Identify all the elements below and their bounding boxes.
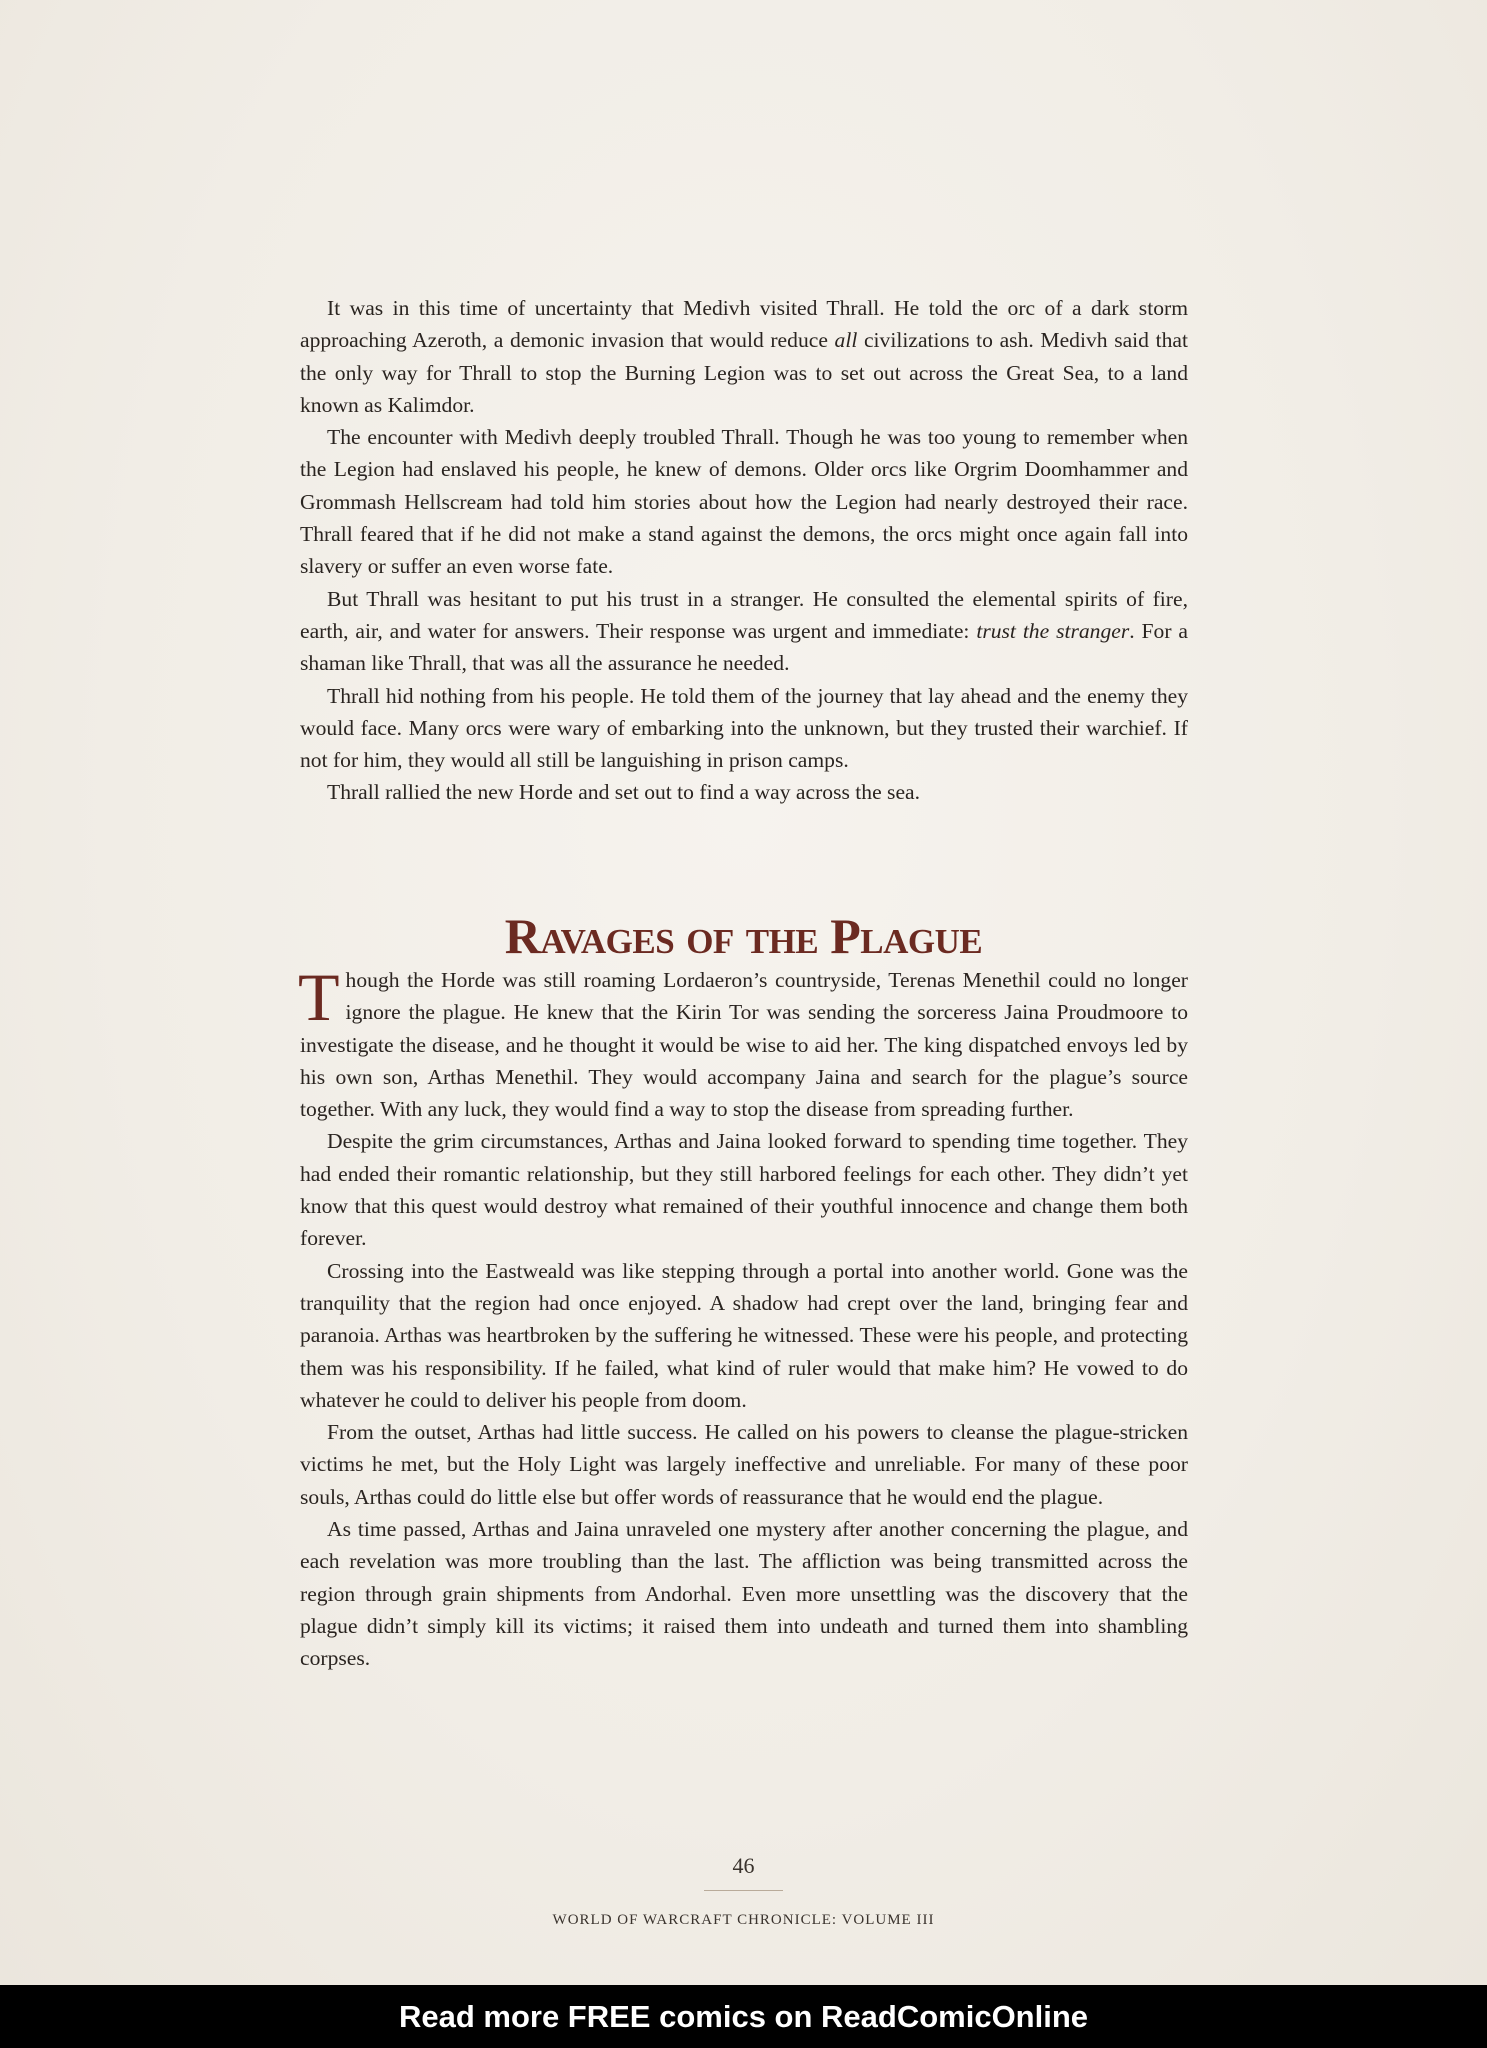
paragraph: The encounter with Medivh deeply troubled Thrall. Though he was too young to remember when the Legion had enslaved his people, he knew of demons. Older orcs like Orgrim Doomhammer and Grommash Hellscream had told him stories about how the Legion had nearly destroyed their race. Thrall feared that if he did not make a stand against the demons, the orcs might once again fall into slavery or suffer an even worse fate. <box>300 425 1188 579</box>
paragraph: Thrall hid nothing from his people. He told them of the journey that lay ahead and the enemy they would face. Many orcs were wary of embarking into the unknown, but they trusted their warchief. If not for him, they would all still be languishing in prison camps. <box>300 683 1188 773</box>
intro-text-block <box>300 292 1188 809</box>
paragraph: It was in this time of uncertainty that Medivh visited Thrall. He told the orc of a dark storm approaching Azeroth, a demonic invasion that would reduce all civilizations to ash. Medivh said that the only way for Thrall to stop the Burning Legion was to set out across the Great Sea, to a land known as Kalimdor. <box>300 296 1188 417</box>
paragraph: But Thrall was hesitant to put his trust in a stranger. He consulted the elemental spirits of fire, earth, air, and water for answers. Their response was urgent and immediate: trust the stranger. For a shaman like Thrall, that was all the assurance he needed. <box>300 586 1189 676</box>
footer-divider <box>704 1890 783 1891</box>
running-footer: WORLD OF WARCRAFT CHRONICLE: VOLUME III <box>552 1912 935 1928</box>
promo-banner-link[interactable]: Read more FREE comics on ReadComicOnline <box>0 1985 1487 2048</box>
paragraph: Thrall rallied the new Horde and set out to find a way across the sea. <box>327 780 921 805</box>
section-text-block <box>298 959 1188 1675</box>
section-title: Ravages of the Plague <box>504 907 983 964</box>
page-number: 46 <box>732 1853 755 1878</box>
drop-cap: T <box>298 959 340 1035</box>
paragraph: From the outset, Arthas had little success. He called on his powers to cleanse the plague-stricken victims he met, but the Holy Light was largely ineffective and unreliable. For many of these poor souls, Arthas could do little else but offer words of reassurance that he would end the plague. <box>300 1420 1188 1509</box>
paragraph: Though the Horde was still roaming Lordaeron’s countryside, Terenas Menethil could no longer ignore the plague. He knew that the Kirin Tor was sending the sorceress Jaina Proudmoore to investigate the disease, and he thought it would be wise to aid her. The king dispatched envoys led by his own son, Arthas Menethil. They would accompany Jaina and search for the plague’s source together. With any luck, they would find a way to stop the disease from spreading further. <box>298 959 1188 1122</box>
paragraph: As time passed, Arthas and Jaina unraveled one mystery after another concerning the plague, and each revelation was more troubling than the last. The affliction was being transmitted across the region through grain shipments from Andorhal. Even more unsettling was the discovery that the plague didn’t simply kill its victims; it raised them into undeath and turned them into shambling corpses. <box>300 1517 1188 1671</box>
emphasis: trust the stranger <box>976 618 1130 643</box>
paragraph: Despite the grim circumstances, Arthas and Jaina looked forward to spending time together. They had ended their romantic relationship, but they still harbored feelings for each other. They didn’t yet know that this quest would destroy what remained of their youthful innocence and change them both forever. <box>300 1129 1188 1251</box>
paragraph: Crossing into the Eastweald was like stepping through a portal into another world. Gone was the tranquility that the region had once enjoyed. A shadow had crept over the land, bringing fear and paranoia. Arthas was heartbroken by the suffering he witnessed. These were his people, and protecting them was his responsibility. If he failed, what kind of ruler would that make him? He vowed to do whatever he could to deliver his people from doom. <box>300 1258 1188 1412</box>
emphasis: all <box>834 328 858 353</box>
